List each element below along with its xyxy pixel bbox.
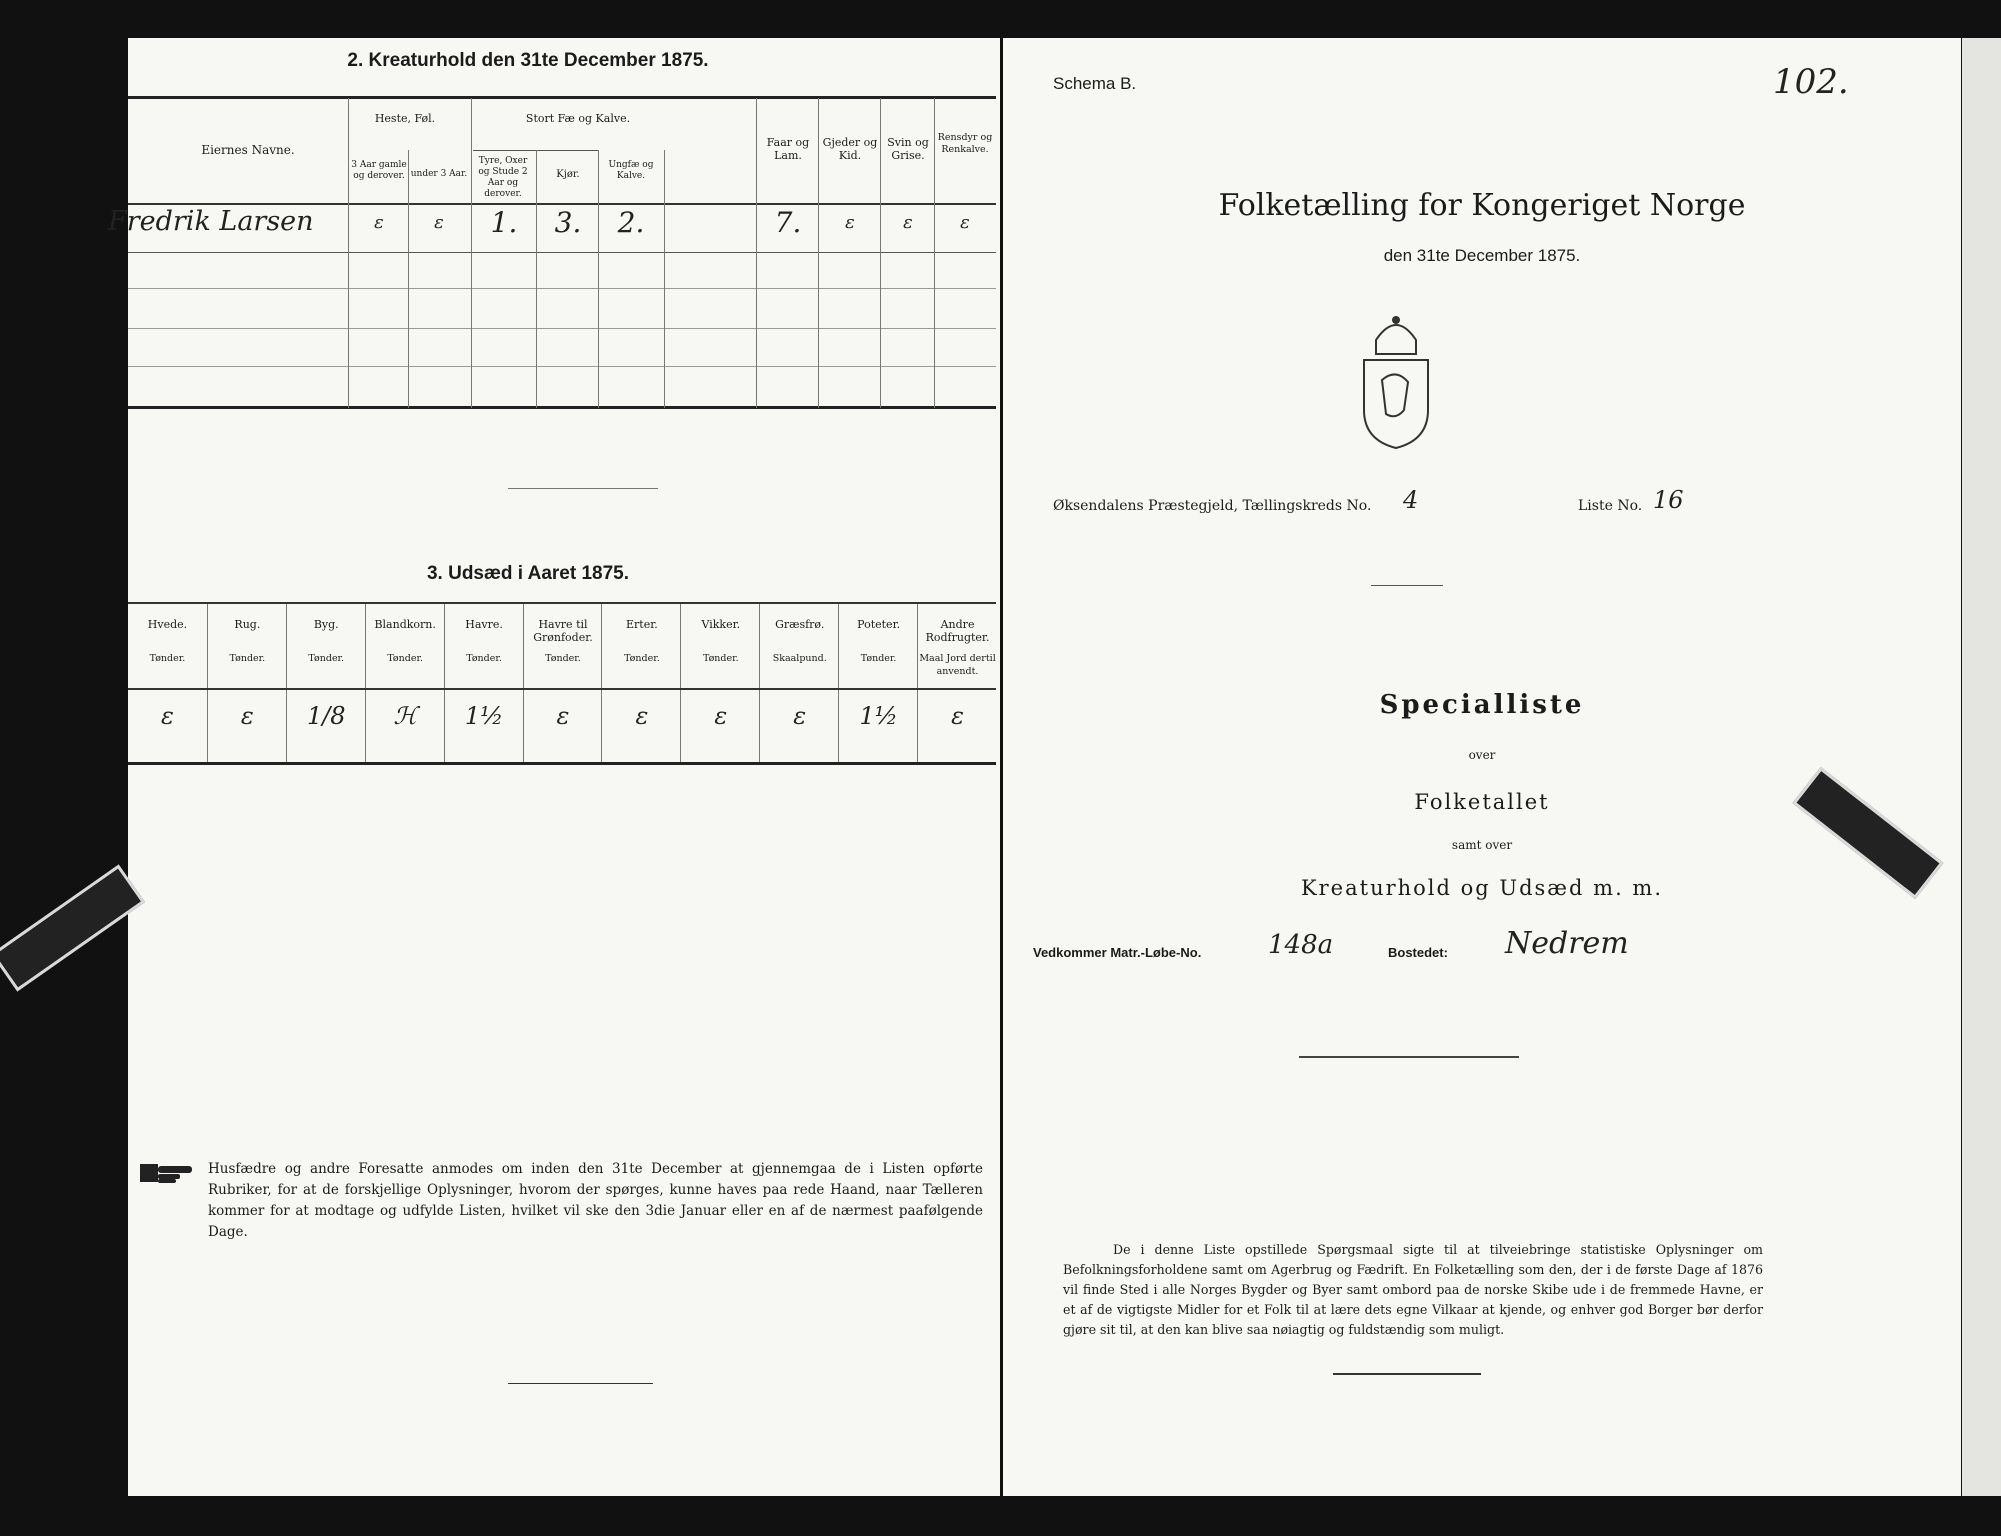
heste-header: Heste, Føl. [374, 112, 436, 125]
row-rule [128, 252, 996, 253]
owner-name: Fredrik Larsen [108, 206, 314, 237]
census-date: den 31te December 1875. [1383, 246, 1581, 265]
page-number: 102. [1773, 62, 1849, 102]
crop-value: 1/8 [306, 702, 346, 730]
row-rule [128, 328, 996, 329]
crop-unit: Tønder. [229, 653, 266, 664]
cell-faar: 7. [774, 206, 802, 239]
crop-value: ɛ [240, 702, 254, 730]
crop-unit: Skaalpund. [772, 653, 827, 664]
district-label: Øksendalens Præstegjeld, Tællingskreds No. [1053, 498, 1372, 514]
folketallet: Folketallet [1414, 790, 1550, 814]
heste-sub2: under 3 Aar. [410, 169, 468, 179]
col-line [880, 98, 881, 408]
rensdyr-header: Rensdyr og Renkalve. [937, 132, 993, 155]
header-bottom-rule [128, 203, 996, 205]
crop-column [759, 604, 839, 762]
col-line [598, 150, 599, 408]
kreaturhold-title: Kreaturhold og Udsæd m. m. [1300, 876, 1664, 900]
cell-rensdyr: ɛ [960, 212, 970, 233]
crop-unit: Tønder. [466, 653, 502, 664]
crop-column [207, 604, 287, 762]
crop-column [128, 604, 207, 762]
cell-svin: ɛ [903, 212, 913, 233]
left-page [108, 38, 1000, 1496]
crops-header-rule [128, 688, 996, 690]
crop-name: Havre. [465, 618, 503, 631]
divider [1333, 1373, 1481, 1375]
col-line [536, 150, 537, 408]
col-line [756, 98, 757, 408]
crop-name: Græsfrø. [775, 618, 825, 631]
crop-value: 1½ [859, 702, 898, 730]
right-page [1003, 38, 1961, 1496]
crop-unit: Tønder. [149, 653, 186, 664]
owner-header: Eiernes Navne. [201, 143, 295, 157]
crop-name: Poteter. [857, 618, 901, 631]
stort-sub2: Kjør. [556, 169, 580, 180]
table-top-rule [128, 96, 996, 99]
crop-name: Havre til Grønfoder. [533, 618, 593, 644]
divider [1371, 585, 1443, 586]
crop-column [838, 604, 918, 762]
liste-number: 16 [1653, 486, 1684, 514]
edge-strip [1962, 38, 2001, 1496]
crop-name: Hvede. [147, 618, 188, 631]
cell-heste-under: ɛ [434, 212, 444, 233]
crop-name: Blandkorn. [374, 618, 436, 631]
cell-heste-3aar: ɛ [374, 212, 384, 233]
crop-unit: Tønder. [860, 653, 897, 664]
district-number: 4 [1403, 486, 1419, 514]
crop-column [680, 604, 760, 762]
table-bottom-rule [128, 406, 996, 409]
crop-unit: Maal Jord dertil anvendt. [919, 653, 996, 677]
crop-unit: Tønder. [545, 653, 581, 664]
over-text: over [1468, 748, 1496, 762]
gjeder-header: Gjeder og Kid. [822, 136, 878, 162]
liste-label: Liste No. [1578, 498, 1643, 514]
crop-value: 1½ [464, 702, 504, 730]
crop-column [601, 604, 681, 762]
samt-over: samt over [1451, 838, 1513, 852]
svin-header: Svin og Grise. [887, 136, 929, 162]
stort-sub3: Ungfæ og Kalve. [608, 160, 654, 181]
crop-value: ɛ [793, 702, 807, 730]
crop-column [523, 604, 603, 762]
footer-text: De i denne Liste opstillede Spørgsmaal sigte til at tilveiebringe statistiske Oplysninger om Befolkningsforholdene samt om Agerbrug og Fædrift. En Folketælling som den, der i de første Dage af 1876 vil finde Sted i alle Norges Bygder og Byer samt ombord paa de norske Skibe ude i de fremmede Havne, er et af de vigtigste Midler for et Folk til at lære dets egne Vilkaar at kjende, og enhver god Borger bør derfor gjøre sit til, at den kan blive saa nøiagtig og fuldstændig som muligt. [1063, 1242, 1763, 1337]
cell-gjeder: ɛ [845, 212, 855, 233]
crop-unit: Tønder. [624, 653, 660, 664]
crop-name: Andre Rodfrugter. [925, 618, 990, 644]
section2-title: 2. Kreaturhold den 31te December 1875. [347, 50, 709, 71]
cell-kjor: 3. [554, 206, 582, 239]
crop-value: ɛ [556, 702, 570, 730]
cell-ungfae: 2. [617, 206, 645, 239]
heste-sub1: 3 Aar gamle og derover. [351, 160, 407, 181]
col-line [664, 150, 665, 408]
crops-table [128, 604, 996, 804]
pointing-hand-icon [138, 1158, 198, 1188]
stort-sub1: Tyre, Oxer og Stude 2 Aar og derover. [478, 156, 528, 199]
divider [508, 1383, 653, 1384]
bosted-label: Bostedet: [1388, 945, 1448, 960]
crop-name: Erter. [626, 618, 658, 631]
crop-value: ℋ [393, 702, 418, 730]
crop-value: ɛ [951, 702, 964, 730]
col-line [818, 98, 819, 408]
notice-text: Husfædre og andre Foresatte anmodes om inden den 31te December at gjennemgaa de i Listen opførte Rubriker, for at de forskjellige Oplysninger, hvorom der spørges, kunne haves paa rede Haand, naar Tælleren kommer for at modtage og udfylde Listen, hvilket vil ske den 3die Januar eller en af de nærmest paafølgende Dage. [208, 1161, 983, 1240]
stort-header: Stort Fæ og Kalve. [525, 112, 631, 125]
schema-label: Schema B. [1053, 74, 1137, 93]
matr-value: 148a [1268, 930, 1334, 960]
divider [1299, 1056, 1519, 1058]
crop-column [365, 604, 445, 762]
crop-name: Byg. [313, 618, 339, 631]
section3-title: 3. Udsæd i Aaret 1875. [426, 563, 630, 584]
col-line [348, 98, 349, 408]
col-line [471, 98, 472, 408]
crop-value: ɛ [714, 702, 728, 730]
divider [508, 488, 658, 489]
crop-value: ɛ [161, 702, 174, 730]
faar-header: Faar og Lam. [766, 136, 810, 162]
norwegian-coat-of-arms-icon [1356, 310, 1436, 450]
crop-unit: Tønder. [702, 653, 739, 664]
crop-name: Rug. [234, 618, 261, 631]
col-line [408, 150, 409, 408]
bosted-value: Nedrem [1505, 926, 1629, 961]
bookmark-tab-left [0, 864, 145, 991]
matr-label: Vedkommer Matr.-Løbe-No. [1033, 945, 1202, 960]
crop-unit: Tønder. [387, 653, 423, 664]
special-title: Specialliste [1379, 690, 1585, 720]
main-title: Folketælling for Kongeriget Norge [1218, 188, 1746, 223]
row-rule [128, 288, 996, 289]
crop-unit: Tønder. [308, 653, 345, 664]
col-line [934, 98, 935, 408]
crop-column [917, 604, 997, 762]
crops-bottom-rule [128, 762, 996, 765]
crop-value: ɛ [635, 702, 649, 730]
crop-column [286, 604, 366, 762]
crop-column [444, 604, 524, 762]
row-rule [128, 366, 996, 367]
crop-name: Vikker. [701, 618, 741, 631]
cell-tyre: 1. [490, 206, 518, 239]
